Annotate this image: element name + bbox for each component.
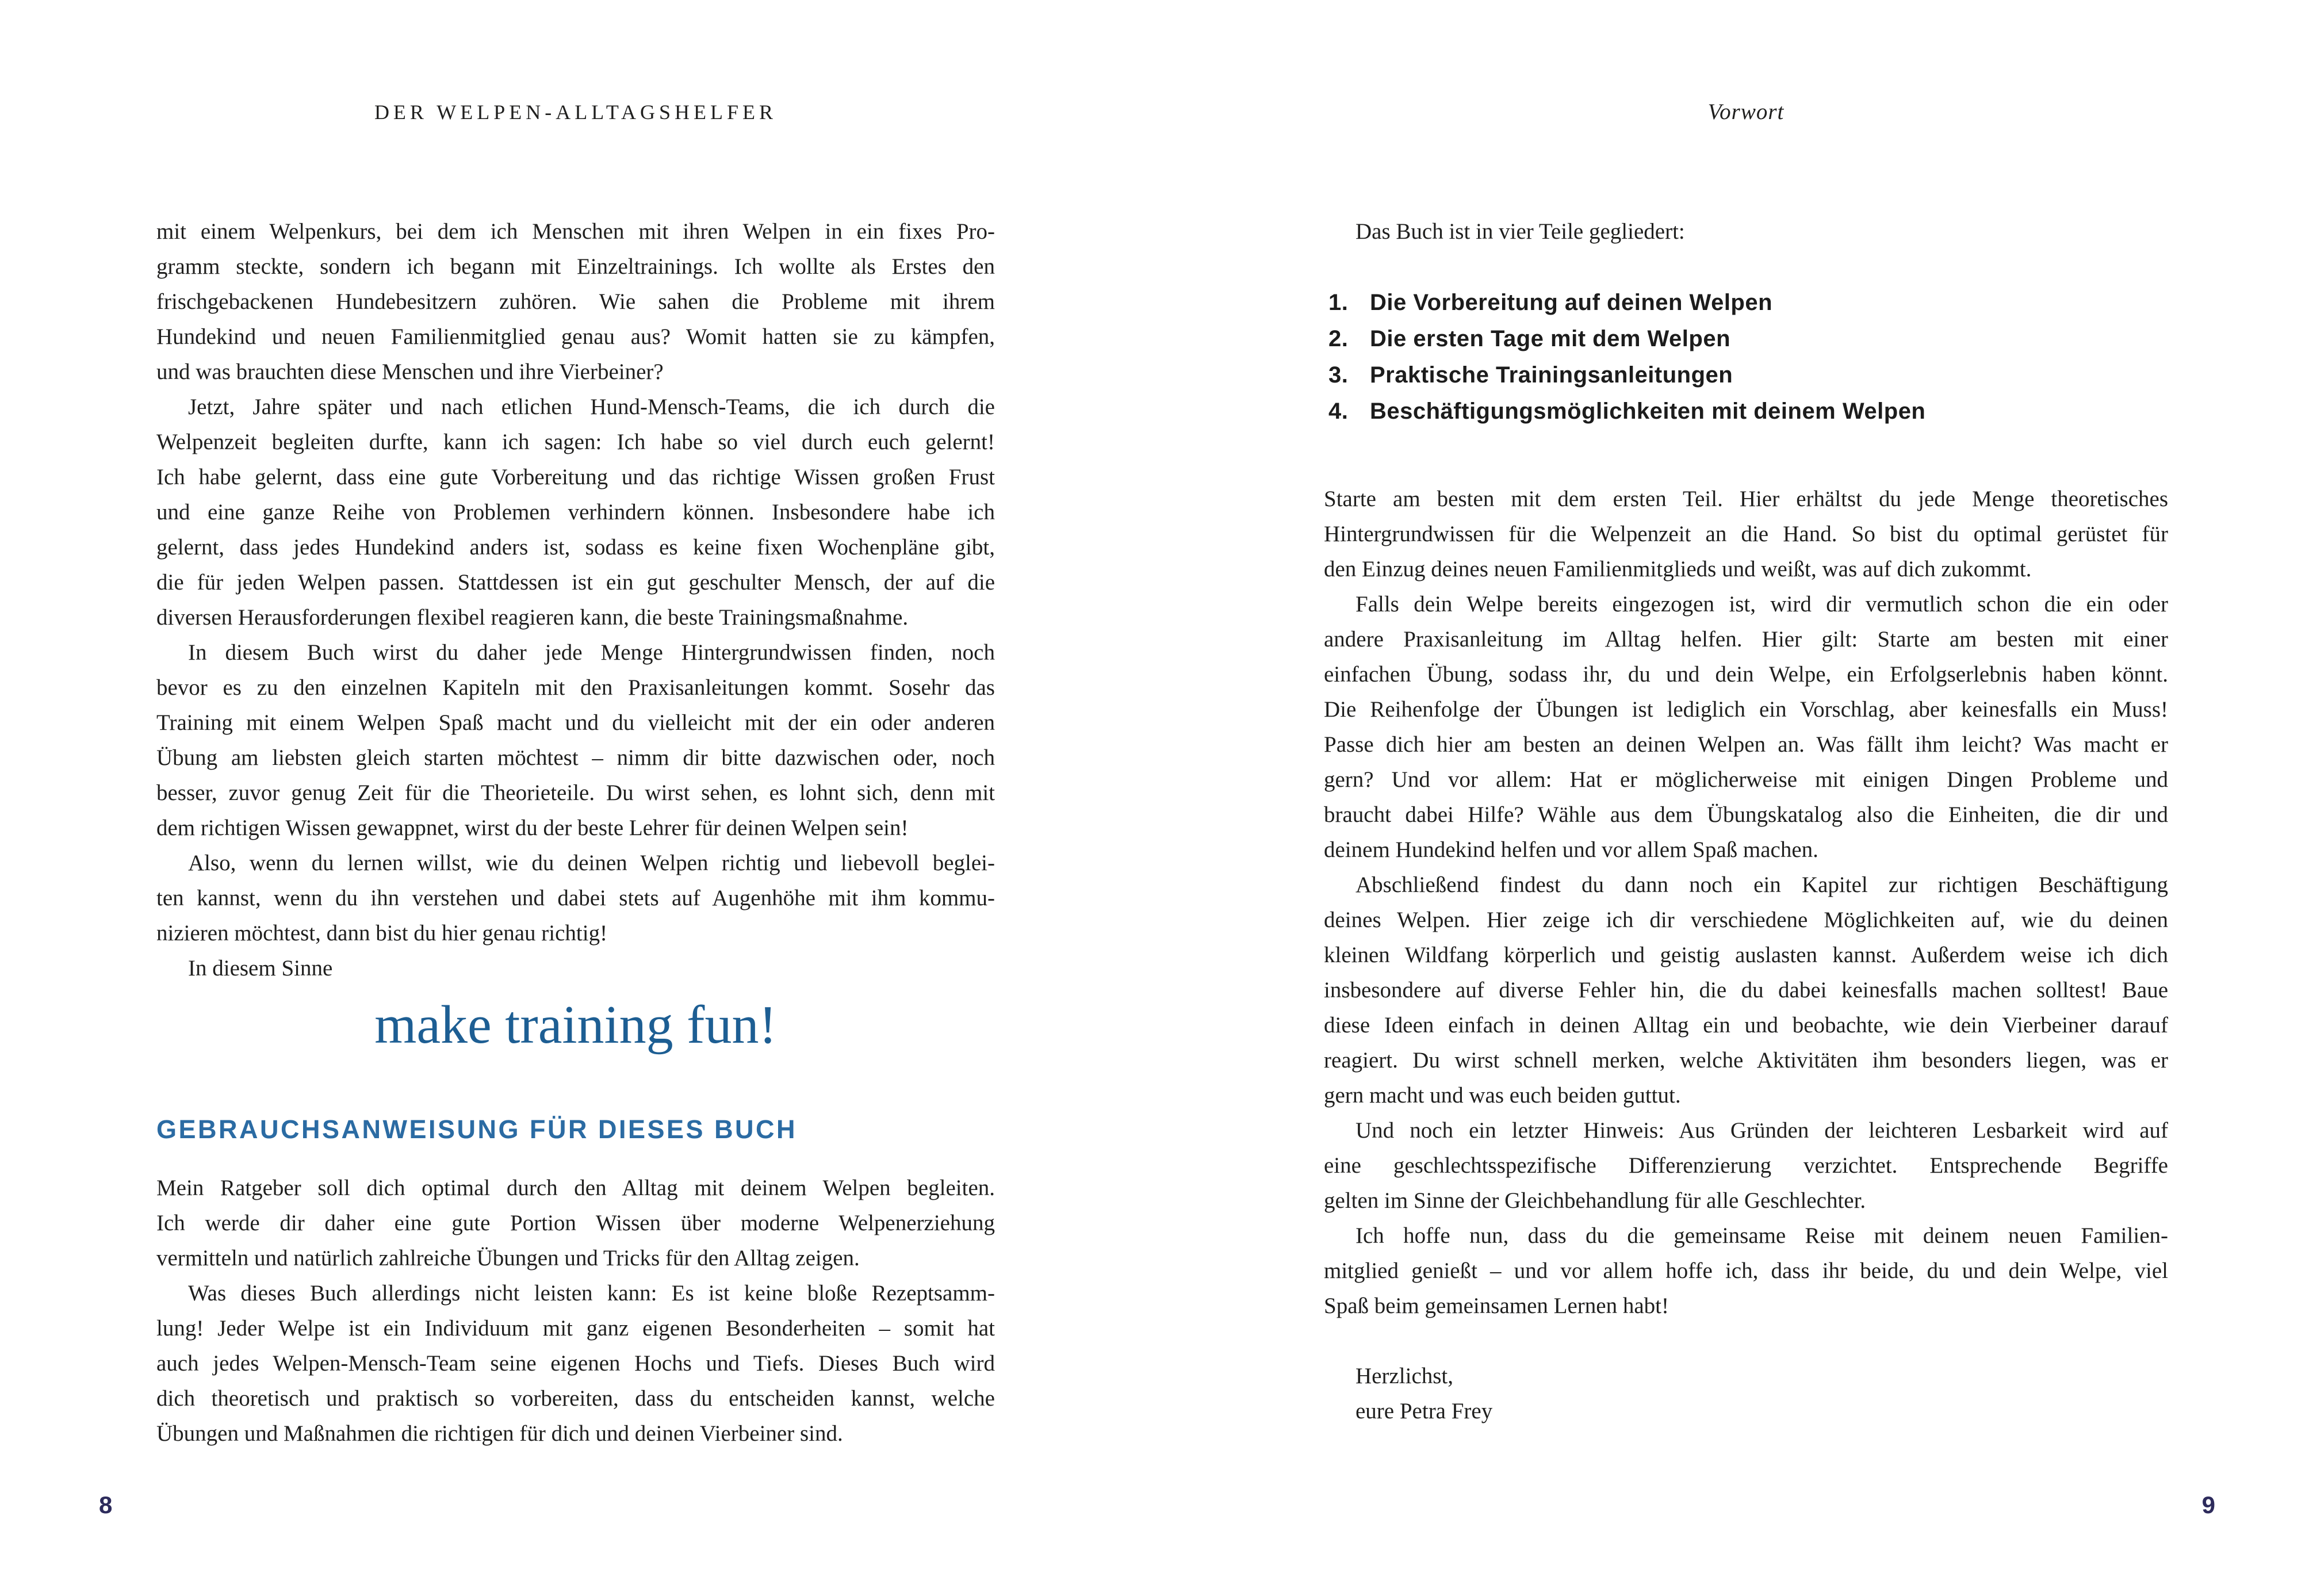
paragraph-line: deines Welpen. Hier zeige ich dir verschiedene Möglichkeiten auf, wie du deinen bbox=[1324, 908, 2168, 932]
paragraph-line: bevor es zu den einzelnen Kapiteln mit den Praxisanleitungen kommt. Sosehr das bbox=[156, 675, 995, 700]
paragraph-line: braucht dabei Hilfe? Wähle aus dem Übungskatalog also die Einheiten, die dir und bbox=[1324, 802, 2168, 827]
paragraph-line: Spaß beim gemeinsamen Lernen habt! bbox=[1324, 1293, 1669, 1318]
closing-line: Herzlichst, bbox=[1355, 1364, 1454, 1388]
list-item-label: Praktische Trainingsanleitungen bbox=[1370, 362, 1733, 388]
list-item bbox=[1328, 321, 2168, 357]
list-item bbox=[1328, 285, 2168, 321]
paragraph-line: gern? Und vor allem: Hat er möglicherweise mit einigen Dingen Probleme und bbox=[1324, 767, 2168, 792]
paragraph-line: dem richtigen Wissen gewappnet, wirst du der beste Lehrer für deinen Welpen sein! bbox=[156, 816, 909, 840]
paragraph-line: gern macht und was euch beiden guttut. bbox=[1324, 1083, 1681, 1108]
paragraph-line: Falls dein Welpe bereits eingezogen ist, wird dir vermutlich schon die ein oder bbox=[1355, 592, 2168, 617]
paragraph-line: und was brauchten diese Menschen und ihre Vierbeiner? bbox=[156, 359, 664, 384]
paragraph-line: andere Praxisanleitung im Alltag helfen. Hier gilt: Starte am besten mit einer bbox=[1324, 627, 2168, 652]
paragraph-line: Übungen und Maßnahmen die richtigen für dich und deinen Vierbeiner sind. bbox=[156, 1421, 843, 1446]
paragraph-line: Jetzt, Jahre später und nach etlichen Hund-Mensch-Teams, die ich durch die bbox=[188, 395, 995, 419]
paragraph bbox=[1324, 867, 2168, 1113]
paragraph-line: Also, wenn du lernen willst, wie du deinen Welpen richtig und liebevoll beglei- bbox=[188, 851, 995, 875]
paragraph-line: In diesem Buch wirst du daher jede Menge Hintergrundwissen finden, noch bbox=[188, 640, 995, 665]
paragraph-line: einfachen Übung, sodass ihr, du und dein Welpe, ein Erfolgserlebnis haben könnt. bbox=[1324, 662, 2168, 687]
paragraph bbox=[156, 951, 995, 986]
right-running-head: Vorwort bbox=[1707, 99, 1785, 124]
paragraph bbox=[156, 635, 995, 845]
left-running-head: DER WELPEN-ALLTAGSHELFER bbox=[374, 101, 778, 124]
paragraph bbox=[156, 214, 995, 389]
paragraph-line: und eine ganze Reihe von Problemen verhindern können. Insbesondere habe ich bbox=[156, 500, 995, 525]
paragraph bbox=[156, 845, 995, 951]
paragraph-line: Welpenzeit begleiten durfte, kann ich sagen: Ich habe so viel durch euch gelernt! bbox=[156, 430, 995, 454]
paragraph-line: Mein Ratgeber soll dich optimal durch den Alltag mit deinem Welpen begleiten. bbox=[156, 1176, 995, 1200]
paragraph bbox=[1324, 1218, 2168, 1323]
paragraph bbox=[1324, 214, 2168, 249]
paragraph-line: Passe dich hier am besten an deinen Welpen an. Was fällt ihm leicht? Was macht er bbox=[1324, 732, 2168, 757]
paragraph-line: diversen Herausforderungen flexibel reagieren kann, die beste Trainingsmaßnahme. bbox=[156, 605, 909, 630]
paragraph-line: lung! Jeder Welpe ist ein Individuum mit ganz eigenen Besonderheiten – somit hat bbox=[156, 1316, 995, 1341]
paragraph-line: auch jedes Welpen-Mensch-Team seine eigenen Hochs und Tiefs. Dieses Buch wird bbox=[156, 1351, 995, 1376]
paragraph bbox=[1324, 481, 2168, 587]
paragraph-line: In diesem Sinne bbox=[188, 956, 333, 981]
paragraph-line: kleinen Wildfang körperlich und geistig auslasten kannst. Außerdem weise ich dich bbox=[1324, 943, 2168, 967]
paragraph-line: eine geschlechtsspezifische Differenzierung verzichtet. Entsprechende Begriffe bbox=[1324, 1153, 2168, 1178]
list-item bbox=[1328, 393, 2168, 430]
list-item bbox=[1328, 357, 2168, 393]
left-page-number: 8 bbox=[99, 1491, 113, 1518]
paragraph-line: mitglied genießt – und vor allem hoffe ich, dass ihr beide, du und dein Welpe, viel bbox=[1324, 1258, 2168, 1283]
paragraph-line: deinem Hundekind helfen und vor allem Spaß machen. bbox=[1324, 837, 1818, 862]
list-item-label: Die ersten Tage mit dem Welpen bbox=[1370, 326, 1731, 351]
list-item-label: Beschäftigungsmöglichkeiten mit deinem Welpen bbox=[1370, 399, 1926, 424]
paragraph-line: Was dieses Buch allerdings nicht leisten kann: Es ist keine bloße Rezeptsamm- bbox=[188, 1281, 995, 1306]
closing-line: eure Petra Frey bbox=[1355, 1399, 1493, 1423]
tagline-text: make training fun! bbox=[374, 995, 777, 1055]
left-page-body bbox=[156, 214, 995, 1451]
paragraph-line: ten kannst, wenn du ihn verstehen und dabei stets auf Augenhöhe mit ihm kommu- bbox=[156, 886, 995, 910]
list-item-number: 1. bbox=[1328, 290, 1349, 315]
paragraph bbox=[156, 389, 995, 635]
list-item-number: 2. bbox=[1328, 326, 1349, 351]
paragraph-line: Hintergrundwissen für die Welpenzeit an die Hand. So bist du optimal gerüstet für bbox=[1324, 522, 2168, 546]
paragraph-line: reagiert. Du wirst schnell merken, welche Aktivitäten ihm besonders liegen, was er bbox=[1324, 1048, 2168, 1073]
paragraph-line: Das Buch ist in vier Teile gegliedert: bbox=[1355, 219, 1685, 244]
paragraph-line: besser, zuvor genug Zeit für die Theorieteile. Du wirst sehen, es lohnt sich, denn mit bbox=[156, 780, 995, 805]
paragraph-line: gramm steckte, sondern ich begann mit Einzeltrainings. Ich wollte als Erstes den bbox=[156, 254, 995, 279]
right-page-body bbox=[1324, 214, 2168, 1429]
paragraph-line: vermitteln und natürlich zahlreiche Übungen und Tricks für den Alltag zeigen. bbox=[156, 1246, 860, 1270]
closing-signature bbox=[1324, 1358, 2168, 1429]
paragraph-line: Ich werde dir daher eine gute Portion Wissen über moderne Welpenerziehung bbox=[156, 1211, 995, 1235]
paragraph-line: insbesondere auf diverse Fehler hin, die du dabei keinesfalls machen solltest! Baue bbox=[1324, 978, 2168, 1002]
paragraph-line: Hundekind und neuen Familienmitglied genau aus? Womit hatten sie zu kämpfen, bbox=[156, 324, 995, 349]
paragraph bbox=[156, 1276, 995, 1451]
paragraph-line: den Einzug deines neuen Familienmitglieds und weißt, was auf dich zukommt. bbox=[1324, 557, 2032, 581]
paragraph-line: Ich habe gelernt, dass eine gute Vorbereitung und das richtige Wissen großen Frust bbox=[156, 465, 995, 489]
paragraph bbox=[156, 1170, 995, 1276]
paragraph-line: Übung am liebsten gleich starten möchtest – nimm dir bitte dazwischen oder, noch bbox=[156, 745, 995, 770]
list-item-number: 3. bbox=[1328, 362, 1349, 388]
paragraph-line: Training mit einem Welpen Spaß macht und du vielleicht mit der ein oder anderen bbox=[156, 710, 995, 735]
paragraph-line: Starte am besten mit dem ersten Teil. Hier erhältst du jede Menge theoretisches bbox=[1324, 487, 2168, 511]
paragraph-line: frischgebackenen Hundebesitzern zuhören. Wie sahen die Probleme mit ihrem bbox=[156, 289, 995, 314]
section-heading: GEBRAUCHSANWEISUNG FÜR DIESES BUCH bbox=[156, 1115, 798, 1144]
numbered-list bbox=[1328, 285, 2168, 430]
paragraph-line: Und noch ein letzter Hinweis: Aus Gründen der leichteren Lesbarkeit wird auf bbox=[1355, 1118, 2168, 1143]
paragraph bbox=[1324, 1113, 2168, 1218]
paragraph-line: mit einem Welpenkurs, bei dem ich Menschen mit ihren Welpen in ein fixes Pro- bbox=[156, 219, 995, 244]
list-item-label: Die Vorbereitung auf deinen Welpen bbox=[1370, 290, 1773, 315]
paragraph-line: gelten im Sinne der Gleichbehandlung für alle Geschlechter. bbox=[1324, 1188, 1866, 1213]
paragraph-line: Ich hoffe nun, dass du die gemeinsame Reise mit deinem neuen Familien- bbox=[1355, 1223, 2168, 1248]
paragraph-line: dich theoretisch und praktisch so vorbereiten, dass du entscheiden kannst, welche bbox=[156, 1386, 995, 1411]
paragraph-line: Abschließend findest du dann noch ein Kapitel zur richtigen Beschäftigung bbox=[1355, 872, 2168, 897]
paragraph-line: die für jeden Welpen passen. Stattdessen ist ein gut geschulter Mensch, der auf die bbox=[156, 570, 995, 595]
paragraph-line: nizieren möchtest, dann bist du hier genau richtig! bbox=[156, 921, 608, 946]
right-page-number: 9 bbox=[2201, 1491, 2215, 1518]
paragraph bbox=[1324, 587, 2168, 867]
paragraph-line: Die Reihenfolge der Übungen ist lediglich ein Vorschlag, aber keinesfalls ein Muss! bbox=[1324, 697, 2168, 722]
paragraph-line: diese Ideen einfach in deinen Alltag ein und beobachte, wie dein Vierbeiner darauf bbox=[1324, 1013, 2168, 1038]
paragraph-line: gelernt, dass jedes Hundekind anders ist, sodass es keine fixen Wochenpläne gibt, bbox=[156, 535, 995, 560]
list-item-number: 4. bbox=[1328, 399, 1349, 424]
